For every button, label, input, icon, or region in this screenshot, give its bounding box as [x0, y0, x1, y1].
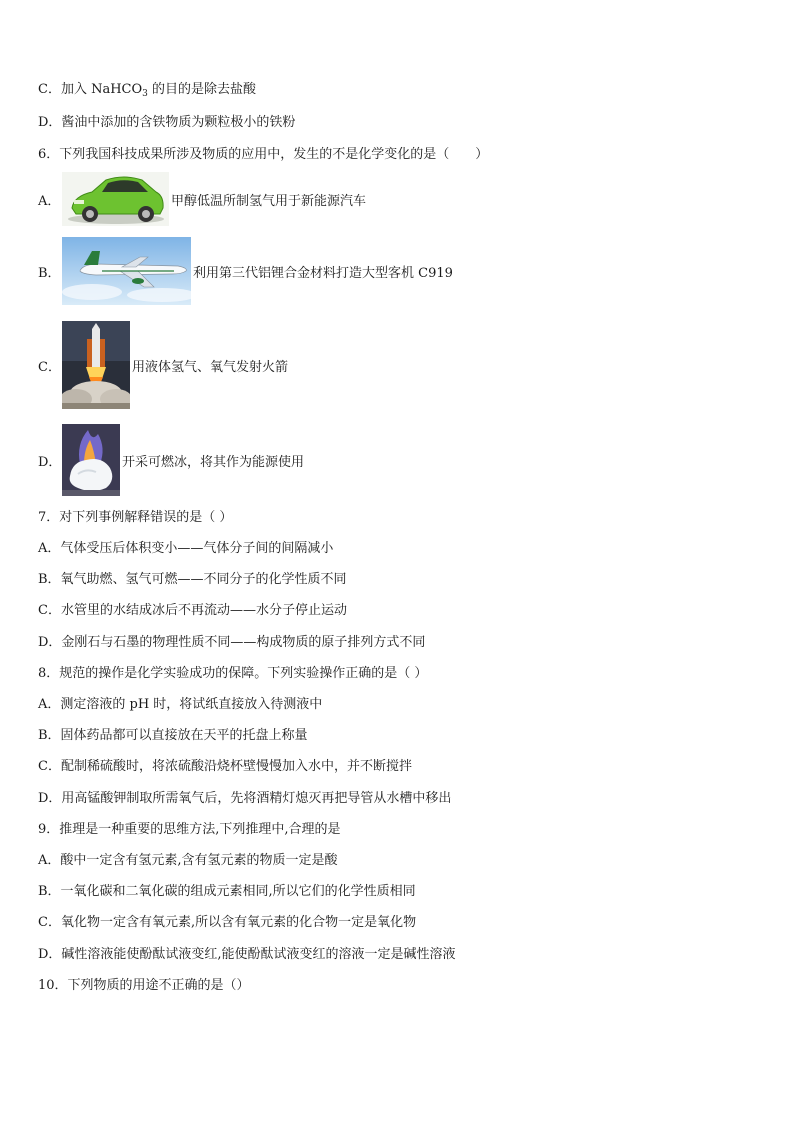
q8-stem: 8．规范的操作是化学实验成功的保障。下列实验操作正确的是（ ） [38, 666, 428, 681]
q9-stem: 9．推理是一种重要的思维方法,下列推理中,合理的是 [38, 822, 341, 837]
q7-option-b: B．氧气助燃、氢气可燃——不同分子的化学性质不同 [38, 572, 347, 587]
q8-option-b: B．固体药品都可以直接放在天平的托盘上称量 [38, 728, 308, 743]
option-text: 开采可燃冰，将其作为能源使用 [122, 454, 305, 470]
q7-option-d: D．金刚石与石墨的物理性质不同——构成物质的原子排列方式不同 [38, 635, 426, 650]
q8-option-c: C．配制稀硫酸时，将浓硫酸沿烧杯壁慢慢加入水中，并不断搅拌 [38, 759, 412, 774]
option-text: 甲醇低温所制氢气用于新能源汽车 [171, 193, 367, 209]
rocket-launch-image [62, 321, 130, 409]
q6-option-b [38, 237, 453, 305]
q6-option-a [38, 172, 366, 226]
q6-stem: 6．下列我国科技成果所涉及物质的应用中，发生的不是化学变化的是（ ） [38, 147, 489, 162]
option-letter: B． [38, 265, 61, 281]
option-text: 利用第三代铝锂合金材料打造大型客机 C919 [193, 265, 453, 281]
q8-option-d: D．用高锰酸钾制取所需氧气后，先将酒精灯熄灭再把导管从水槽中移出 [38, 791, 452, 806]
green-car-image [62, 172, 169, 226]
airliner-image [62, 237, 191, 305]
q7-option-c: C．水管里的水结成冰后不再流动——水分子停止运动 [38, 603, 347, 618]
q5-option-c: C．加入 NaHCO$_3$ 的目的是除去盐酸 [38, 82, 257, 99]
q7-stem: 7．对下列事例解释错误的是（ ） [38, 510, 233, 525]
q9-option-a: A．酸中一定含有氢元素,含有氢元素的物质一定是酸 [38, 853, 338, 868]
q9-option-b: B．一氧化碳和二氧化碳的组成元素相同,所以它们的化学性质相同 [38, 884, 416, 899]
q9-option-d: D．碱性溶液能使酚酞试液变红,能使酚酞试液变红的溶液一定是碱性溶液 [38, 947, 456, 962]
q6-option-d [38, 424, 304, 496]
combustible-ice-image [62, 424, 120, 496]
q9-option-c: C．氧化物一定含有氧元素,所以含有氧元素的化合物一定是氧化物 [38, 915, 417, 930]
option-letter: C． [38, 359, 61, 375]
option-letter: D． [38, 454, 62, 470]
option-letter: A． [38, 193, 61, 209]
q5-option-d: D．酱油中添加的含铁物质为颗粒极小的铁粉 [38, 115, 296, 130]
q6-option-c [38, 321, 288, 409]
option-text: 用液体氢气、氧气发射火箭 [132, 359, 289, 375]
q7-option-a: A．气体受压后体积变小——气体分子间的间隔减小 [38, 541, 334, 556]
q10-stem: 10．下列物质的用途不正确的是（） [38, 978, 250, 993]
q8-option-a: A．测定溶液的 pH 时，将试纸直接放入待测液中 [38, 697, 323, 712]
